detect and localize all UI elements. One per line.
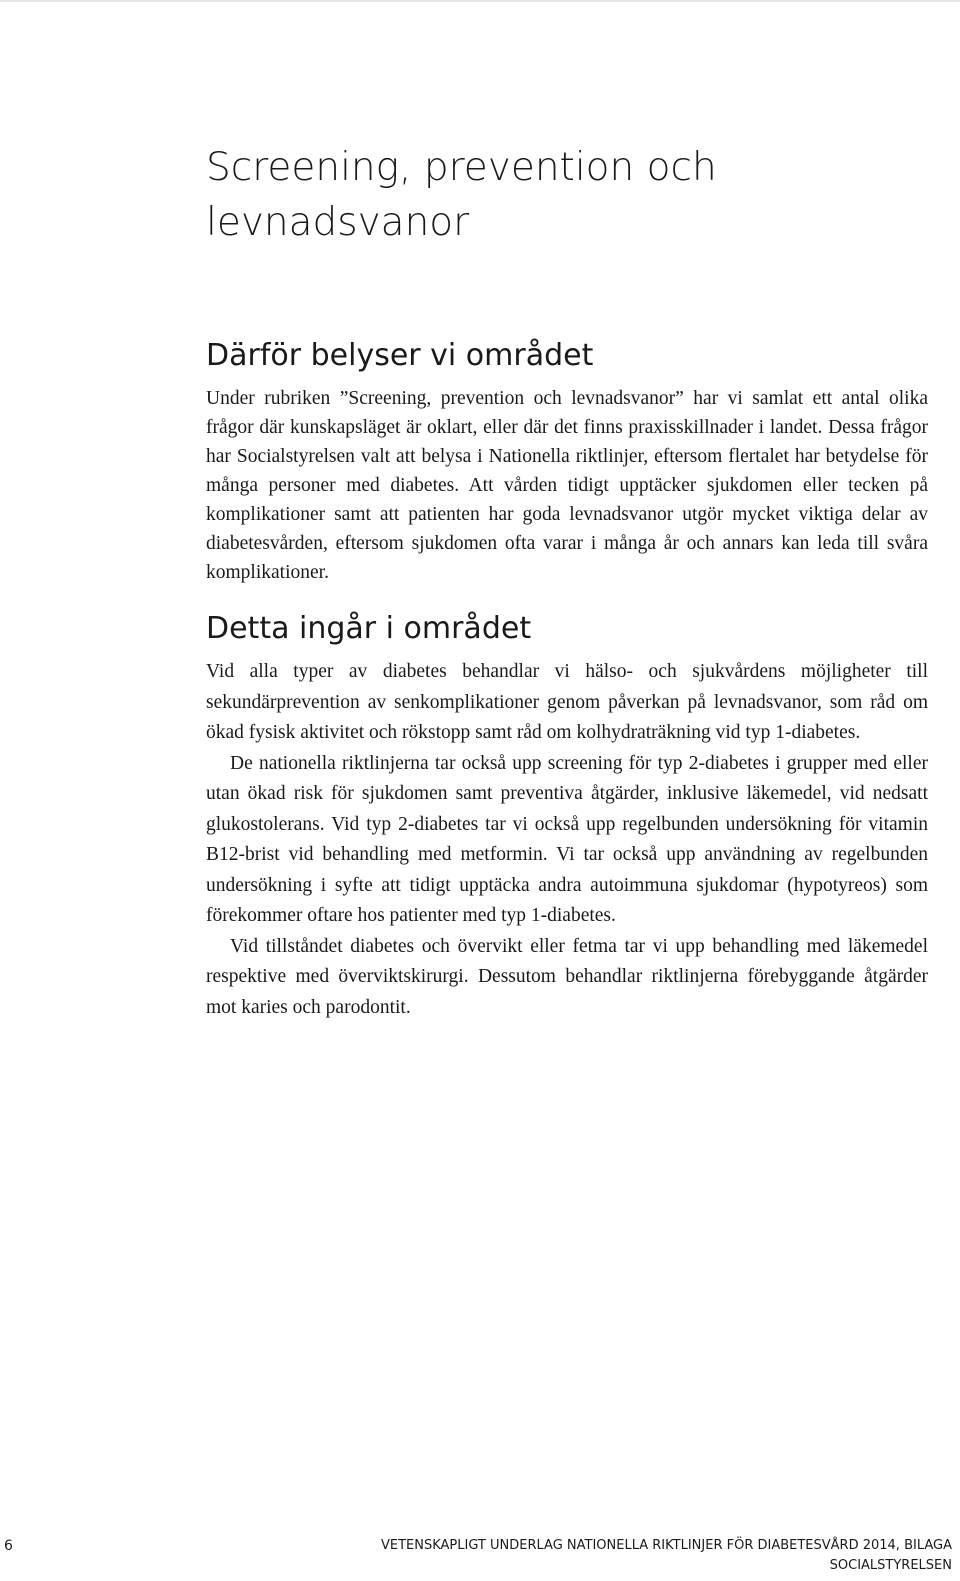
section-scope-paragraph-3: Vid tillståndet diabetes och övervikt eller fetma tar vi upp behandling med läkemedel respektive med överviktskirurgi. Dessutom behandlar riktlinjerna förebyggande åtgärder mot karies och parodontit.: [206, 935, 928, 1018]
publisher-name: SOCIALSTYRELSEN: [829, 1558, 952, 1573]
section-scope-paragraph-1: Vid alla typer av diabetes behandlar vi hälso- och sjukvårdens möjligheter till sekundärprevention av senkomplikationer genom påverkan på levnadsvanor, som råd om ökad fysisk aktivitet och rökstopp samt råd om kolhydraträkning vid typ 1-diabetes.: [206, 661, 928, 743]
running-title: VETENSKAPLIGT UNDERLAG NATIONELLA RIKTLINJER FÖR DIABETESVÅRD 2014, BILAGA: [380, 1538, 952, 1553]
page-title: Screening, prevention och levnadsvanor: [206, 145, 717, 245]
page-content: [206, 140, 956, 1023]
section-heading-scope: Detta ingår i området: [206, 611, 532, 646]
page-number: 6: [4, 1538, 13, 1554]
page-footer: [0, 1535, 960, 1575]
section-scope-paragraph-2: De nationella riktlinjerna tar också upp screening för typ 2-diabetes i grupper med eller utan ökad risk för sjukdomen samt preventiva åtgärder, inklusive läkemedel, vid nedsatt glukostolerans. Vid typ 2-diabetes tar vi också upp regelbunden undersökning för vitamin B12-brist vid behandling med metformin. Vi tar också upp användning av regelbunden undersökning i syfte att tidigt upptäcka andra autoimmuna sjukdomar (hypotyreos) som förekommer oftare hos patienter med typ 1-diabetes.: [206, 752, 928, 926]
page-top-rule: [0, 0, 960, 2]
section-heading-why: Därför belyser vi området: [206, 338, 594, 373]
section-why-paragraph: Under rubriken ”Screening, prevention och levnadsvanor” har vi samlat ett antal olika frågor där kunskapsläget är oklart, eller där det finns praxisskillnader i landet. Dessa frågor har Socialstyrelsen valt att belysa i Nationella riktlinjer, eftersom flertalet har betydelse för många personer med diabetes. Att vården tidigt upptäcker sjukdomen eller tecken på komplikationer samt att patienten har goda levnadsvanor utgör mycket viktiga delar av diabetesvården, eftersom sjukdomen ofta varar i många år och annars kan leda till svåra komplikationer.: [206, 388, 928, 583]
